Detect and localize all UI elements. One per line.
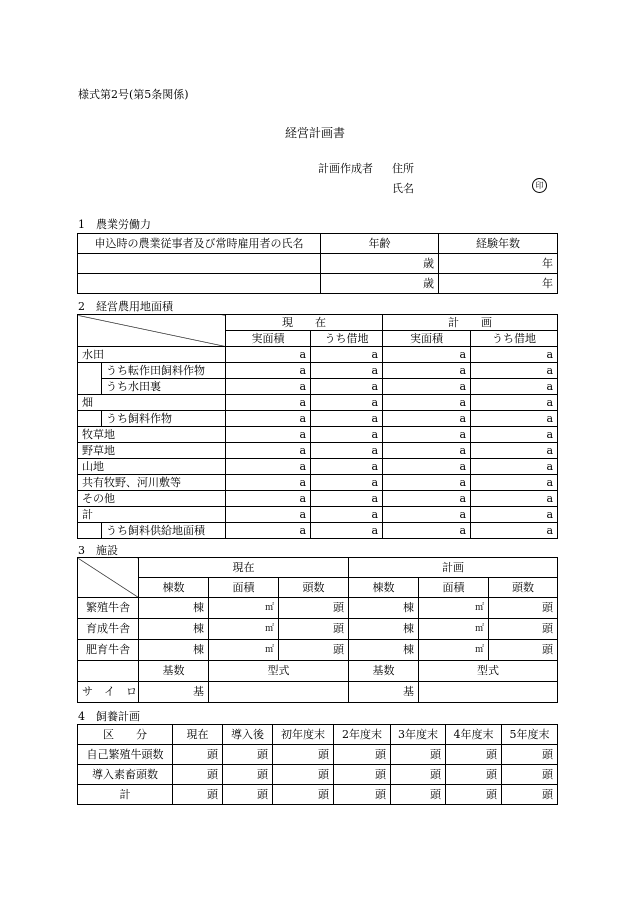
facilities-count-header: 棟数: [349, 578, 419, 598]
land-indent-cell: [78, 411, 102, 427]
land-unit-cell: a: [383, 523, 471, 539]
land-unit-cell: a: [471, 347, 558, 363]
land-plan-header: 計 画: [383, 315, 558, 331]
labor-age-cell: 歳: [321, 274, 439, 294]
feeding-unit-cell: 頭: [273, 785, 334, 805]
land-row-label: 山地: [78, 459, 226, 475]
land-actual-area-header: 実面積: [226, 331, 311, 347]
feeding-unit-cell: 頭: [223, 785, 273, 805]
facilities-current-header: 現在: [139, 558, 349, 578]
land-unit-cell: a: [383, 491, 471, 507]
land-unit-cell: a: [311, 475, 383, 491]
land-row-label: 計: [78, 507, 226, 523]
land-indent-cell: [78, 379, 102, 395]
land-unit-cell: a: [383, 411, 471, 427]
feeding-header-y1: 初年度末: [273, 725, 334, 745]
facility-area-cell: ㎡: [419, 598, 489, 619]
land-unit-cell: a: [383, 507, 471, 523]
land-unit-cell: a: [383, 427, 471, 443]
land-unit-cell: a: [226, 427, 311, 443]
section-labor-title: 1 農業労働力: [78, 218, 151, 231]
land-row-label: 畑: [78, 395, 226, 411]
land-unit-cell: a: [226, 379, 311, 395]
feeding-unit-cell: 頭: [502, 785, 558, 805]
facilities-corner-cell: [78, 558, 139, 598]
silo-type-header: 型式: [209, 661, 349, 682]
land-row-label: うち水田裏: [102, 379, 226, 395]
land-unit-cell: a: [226, 459, 311, 475]
silo-blank-cell: [78, 661, 139, 682]
silo-count-header: 基数: [139, 661, 209, 682]
land-unit-cell: a: [311, 347, 383, 363]
land-unit-cell: a: [383, 379, 471, 395]
section-facilities-title: 3 施設: [78, 544, 118, 557]
facilities-area-header: 面積: [209, 578, 279, 598]
land-indent-cell: [78, 363, 102, 379]
feeding-header-y3: 3年度末: [391, 725, 446, 745]
feeding-unit-cell: 頭: [173, 785, 223, 805]
land-unit-cell: a: [471, 395, 558, 411]
feeding-table: [77, 724, 558, 805]
facility-area-cell: ㎡: [209, 619, 279, 640]
land-unit-cell: a: [471, 507, 558, 523]
feeding-header-category: 区 分: [78, 725, 173, 745]
land-unit-cell: a: [471, 523, 558, 539]
name-label: 氏名: [392, 182, 414, 195]
land-unit-cell: a: [311, 443, 383, 459]
land-unit-cell: a: [311, 491, 383, 507]
land-unit-cell: a: [471, 491, 558, 507]
facility-area-cell: ㎡: [419, 640, 489, 661]
land-unit-cell: a: [383, 395, 471, 411]
land-table: [77, 314, 558, 539]
feeding-unit-cell: 頭: [173, 765, 223, 785]
land-borrowed-header: うち借地: [311, 331, 383, 347]
facility-bldg-cell: 棟: [139, 619, 209, 640]
land-unit-cell: a: [226, 475, 311, 491]
facility-bldg-cell: 棟: [139, 640, 209, 661]
labor-name-cell: [78, 274, 321, 294]
facility-head-cell: 頭: [489, 598, 558, 619]
land-row-label: うち転作田飼料作物: [102, 363, 226, 379]
feeding-unit-cell: 頭: [502, 765, 558, 785]
feeding-header-y4: 4年度末: [446, 725, 502, 745]
facility-head-cell: 頭: [279, 598, 349, 619]
facilities-area-header: 面積: [419, 578, 489, 598]
facilities-plan-header: 計画: [349, 558, 558, 578]
land-unit-cell: a: [226, 395, 311, 411]
feeding-unit-cell: 頭: [446, 785, 502, 805]
land-current-header: 現 在: [226, 315, 383, 331]
labor-col-exp: 経験年数: [439, 234, 558, 254]
feeding-unit-cell: 頭: [446, 745, 502, 765]
facility-bldg-cell: 棟: [349, 619, 419, 640]
facilities-heads-header: 頭数: [279, 578, 349, 598]
land-row-label: 共有牧野、河川敷等: [78, 475, 226, 491]
labor-name-cell: [78, 254, 321, 274]
land-unit-cell: a: [226, 523, 311, 539]
land-row-label: 野草地: [78, 443, 226, 459]
land-unit-cell: a: [226, 363, 311, 379]
feeding-unit-cell: 頭: [173, 745, 223, 765]
labor-age-cell: 歳: [321, 254, 439, 274]
land-unit-cell: a: [471, 379, 558, 395]
silo-row-label: サ イ ロ: [78, 682, 139, 703]
land-unit-cell: a: [471, 427, 558, 443]
silo-type-cell: [419, 682, 558, 703]
land-row-label: うち飼料供給地面積: [102, 523, 226, 539]
land-unit-cell: a: [311, 427, 383, 443]
feeding-header-y5: 5年度末: [502, 725, 558, 745]
facilities-table: [77, 557, 558, 703]
feeding-row-label: 計: [78, 785, 173, 805]
feeding-unit-cell: 頭: [273, 745, 334, 765]
land-unit-cell: a: [226, 347, 311, 363]
document-title: 経営計画書: [284, 126, 345, 140]
feeding-row-label: 自己繁殖牛頭数: [78, 745, 173, 765]
land-unit-cell: a: [311, 459, 383, 475]
land-row-label: うち飼料作物: [102, 411, 226, 427]
facility-head-cell: 頭: [489, 619, 558, 640]
feeding-header-now: 現在: [173, 725, 223, 745]
land-unit-cell: a: [311, 523, 383, 539]
section-land-title: 2 経営農用地面積: [78, 300, 173, 313]
land-unit-cell: a: [311, 411, 383, 427]
land-corner-cell: [78, 315, 226, 347]
land-unit-cell: a: [383, 363, 471, 379]
labor-exp-cell: 年: [439, 274, 558, 294]
silo-type-cell: [209, 682, 349, 703]
feeding-unit-cell: 頭: [273, 765, 334, 785]
land-unit-cell: a: [226, 411, 311, 427]
section-feeding-title: 4 飼養計画: [78, 710, 140, 723]
land-unit-cell: a: [226, 491, 311, 507]
address-label: 住所: [392, 162, 414, 175]
facility-row-label: 肥育牛舎: [78, 640, 139, 661]
feeding-unit-cell: 頭: [391, 765, 446, 785]
land-row-label: 水田: [78, 347, 226, 363]
facilities-heads-header: 頭数: [489, 578, 558, 598]
facility-bldg-cell: 棟: [139, 598, 209, 619]
land-unit-cell: a: [383, 475, 471, 491]
seal-stamp: 印: [532, 178, 547, 193]
land-row-label: 牧草地: [78, 427, 226, 443]
facility-bldg-cell: 棟: [349, 598, 419, 619]
feeding-unit-cell: 頭: [334, 765, 391, 785]
feeding-unit-cell: 頭: [446, 765, 502, 785]
land-unit-cell: a: [383, 459, 471, 475]
facility-bldg-cell: 棟: [349, 640, 419, 661]
labor-table: [77, 233, 558, 294]
facility-area-cell: ㎡: [209, 640, 279, 661]
land-indent-cell: [78, 523, 102, 539]
facility-row-label: 繁殖牛舎: [78, 598, 139, 619]
land-unit-cell: a: [311, 379, 383, 395]
silo-type-header: 型式: [419, 661, 558, 682]
feeding-unit-cell: 頭: [391, 745, 446, 765]
labor-exp-cell: 年: [439, 254, 558, 274]
feeding-unit-cell: 頭: [334, 745, 391, 765]
facility-area-cell: ㎡: [209, 598, 279, 619]
land-unit-cell: a: [311, 507, 383, 523]
facility-head-cell: 頭: [279, 640, 349, 661]
feeding-unit-cell: 頭: [223, 745, 273, 765]
silo-count-header: 基数: [349, 661, 419, 682]
feeding-unit-cell: 頭: [223, 765, 273, 785]
silo-count-cell: 基: [349, 682, 419, 703]
silo-count-cell: 基: [139, 682, 209, 703]
labor-col-age: 年齢: [321, 234, 439, 254]
land-unit-cell: a: [226, 443, 311, 459]
feeding-unit-cell: 頭: [391, 785, 446, 805]
facilities-count-header: 棟数: [139, 578, 209, 598]
feeding-header-y2: 2年度末: [334, 725, 391, 745]
facility-row-label: 育成牛舎: [78, 619, 139, 640]
author-label: 計画作成者: [318, 162, 373, 175]
land-unit-cell: a: [471, 363, 558, 379]
land-unit-cell: a: [383, 347, 471, 363]
land-row-label: その他: [78, 491, 226, 507]
land-unit-cell: a: [471, 459, 558, 475]
land-unit-cell: a: [471, 443, 558, 459]
labor-col-name: 申込時の農業従事者及び常時雇用者の氏名: [78, 234, 321, 254]
feeding-unit-cell: 頭: [334, 785, 391, 805]
land-unit-cell: a: [471, 411, 558, 427]
facility-area-cell: ㎡: [419, 619, 489, 640]
form-number: 様式第2号(第5条関係): [78, 88, 189, 101]
feeding-row-label: 導入素畜頭数: [78, 765, 173, 785]
facility-head-cell: 頭: [279, 619, 349, 640]
land-actual-area-header: 実面積: [383, 331, 471, 347]
land-unit-cell: a: [383, 443, 471, 459]
land-unit-cell: a: [471, 475, 558, 491]
feeding-header-after: 導入後: [223, 725, 273, 745]
land-borrowed-header: うち借地: [471, 331, 558, 347]
facility-head-cell: 頭: [489, 640, 558, 661]
land-unit-cell: a: [311, 363, 383, 379]
land-unit-cell: a: [226, 507, 311, 523]
feeding-unit-cell: 頭: [502, 745, 558, 765]
land-unit-cell: a: [311, 395, 383, 411]
